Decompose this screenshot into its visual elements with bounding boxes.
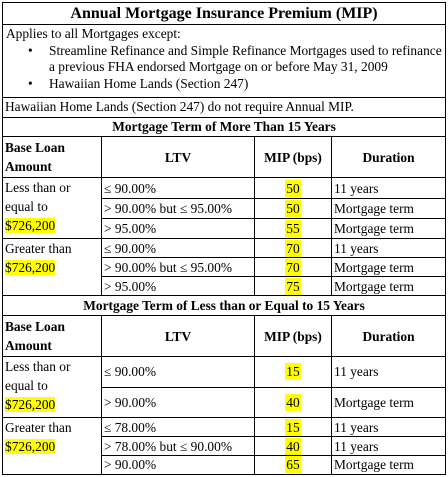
mip-value-highlight: 55 <box>286 221 300 237</box>
ltv-cell: > 90.00% but ≤ 95.00% <box>102 198 255 218</box>
mip-cell <box>255 258 332 277</box>
mip-value-highlight: 40 <box>286 438 300 454</box>
table-row <box>3 418 446 437</box>
column-header-row <box>3 316 446 357</box>
mip-cell <box>255 219 332 239</box>
exception-item: • Streamline Refinance and Simple Refinance Mortgages used to refinance a previous FHA endorsed Mortgage on or before May 31, 2009 <box>28 42 442 74</box>
base-loan-header: Base Loan Amount <box>3 137 102 178</box>
mip-cell <box>255 239 332 258</box>
table-row <box>3 357 446 387</box>
hawaiian-note: Hawaiian Home Lands (Section 247) do not require Annual MIP. <box>3 97 446 117</box>
ltv-cell: > 90.00% <box>102 387 255 417</box>
mip-value-highlight: 15 <box>286 364 300 380</box>
mip-value-highlight: 15 <box>286 419 300 435</box>
base-loan-text: Greater than <box>5 241 72 257</box>
loan-amount-highlight: $726,200 <box>5 260 56 276</box>
mip-value-highlight: 65 <box>286 457 300 473</box>
base-loan-text: Greater than <box>5 420 72 436</box>
duration-cell: Mortgage term <box>332 219 446 239</box>
exception-item: • Hawaiian Home Lands (Section 247) <box>28 75 249 91</box>
duration-cell: Mortgage term <box>332 277 446 296</box>
column-header-row <box>3 137 446 178</box>
bullet-icon: • <box>28 42 33 58</box>
mip-header: MIP (bps) <box>255 316 332 357</box>
applies-to-block <box>3 25 446 98</box>
mip-value-highlight: 70 <box>286 259 300 275</box>
ltv-cell: > 95.00% <box>102 219 255 239</box>
loan-amount-highlight: $726,200 <box>5 218 56 234</box>
duration-cell: Mortgage term <box>332 387 446 417</box>
duration-header: Duration <box>332 316 446 357</box>
applies-to-lead: Applies to all Mortgages except: <box>6 26 181 41</box>
mip-header: MIP (bps) <box>255 137 332 178</box>
ltv-cell: > 90.00% <box>102 455 255 474</box>
section-title-row <box>3 117 446 137</box>
duration-cell: 11 years <box>332 418 446 437</box>
mip-cell <box>255 357 332 387</box>
duration-cell: 11 years <box>332 357 446 387</box>
mip-value-highlight: 40 <box>286 394 300 410</box>
duration-cell: Mortgage term <box>332 198 446 218</box>
mip-value-highlight: 50 <box>286 180 300 196</box>
ltv-cell: > 78.00% but ≤ 90.00% <box>102 437 255 456</box>
ltv-cell: ≤ 90.00% <box>102 178 255 198</box>
mip-value-highlight: 75 <box>286 278 300 294</box>
table-row <box>3 239 446 258</box>
mip-cell <box>255 277 332 296</box>
ltv-cell: > 95.00% <box>102 277 255 296</box>
mip-cell <box>255 455 332 474</box>
base-loan-text: Less than or equal to <box>5 180 71 215</box>
table-title: Annual Mortgage Insurance Premium (MIP) <box>3 3 446 25</box>
mip-cell <box>255 437 332 456</box>
bullet-icon: • <box>28 75 33 91</box>
table-row <box>3 178 446 198</box>
duration-header: Duration <box>332 137 446 178</box>
loan-amount-highlight: $726,200 <box>5 397 56 413</box>
mip-cell <box>255 418 332 437</box>
ltv-header: LTV <box>102 316 255 357</box>
base-loan-header: Base Loan Amount <box>3 316 102 357</box>
duration-cell: 11 years <box>332 239 446 258</box>
base-loan-cell <box>3 418 102 475</box>
base-loan-text: Less than or equal to <box>5 359 71 394</box>
loan-amount-highlight: $726,200 <box>5 439 56 455</box>
mip-cell <box>255 178 332 198</box>
section-title: Mortgage Term of Less than or Equal to 15 Years <box>3 296 446 316</box>
mip-value-highlight: 70 <box>286 240 300 256</box>
ltv-cell: > 90.00% but ≤ 95.00% <box>102 258 255 277</box>
ltv-cell: ≤ 90.00% <box>102 357 255 387</box>
ltv-header: LTV <box>102 137 255 178</box>
duration-cell: 11 years <box>332 437 446 456</box>
section-title: Mortgage Term of More Than 15 Years <box>3 117 446 137</box>
section-title-row <box>3 296 446 316</box>
mip-cell <box>255 198 332 218</box>
duration-cell: Mortgage term <box>332 455 446 474</box>
ltv-cell: ≤ 78.00% <box>102 418 255 437</box>
duration-cell: Mortgage term <box>332 258 446 277</box>
duration-cell: 11 years <box>332 178 446 198</box>
ltv-cell: ≤ 90.00% <box>102 239 255 258</box>
mip-cell <box>255 387 332 417</box>
exception-list <box>6 43 442 93</box>
base-loan-cell <box>3 357 102 418</box>
base-loan-cell <box>3 178 102 239</box>
mip-value-highlight: 50 <box>286 200 300 216</box>
base-loan-cell <box>3 239 102 296</box>
mip-table <box>2 2 446 475</box>
